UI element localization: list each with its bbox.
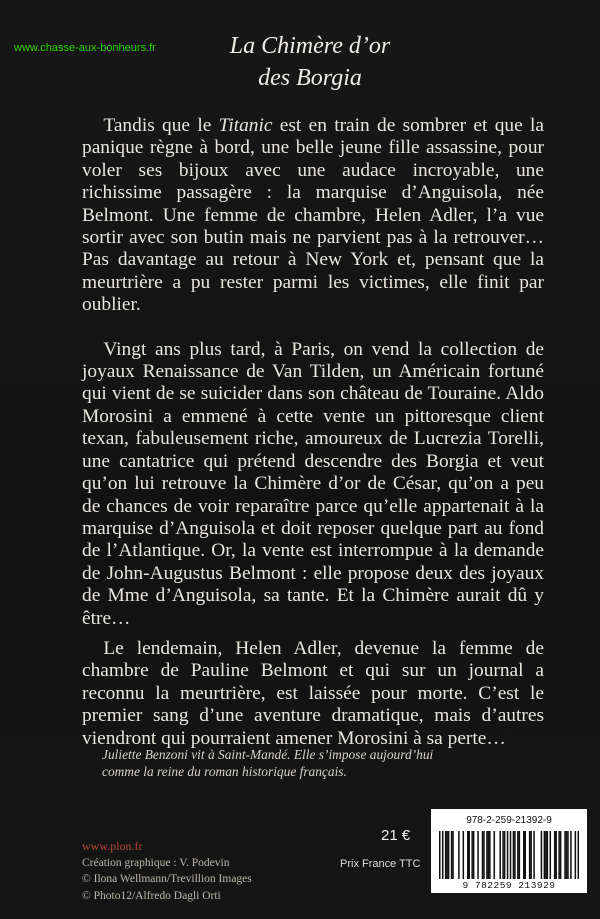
title-line-2: des Borgia [258,65,362,91]
barcode-bar [513,831,515,879]
barcode-bar [517,831,519,879]
barcode-bar [575,831,577,879]
barcode-bar [530,831,532,879]
barcode-bar [524,831,526,879]
barcode-bars [439,831,579,879]
barcode-bar [510,831,512,879]
barcode-bar [445,831,447,879]
synopsis-paragraph-3: Le lendemain, Helen Adler, devenue la femme de chambre de Pauline Belmont et qui sur un journal a reconnu la meurtrière, est laissée pour morte. C’est le premier sang d’une aventure dramatique, mais d’autres viendront qui pourraient amener Morosini à sa perte… [82,637,544,749]
barcode-bar [541,831,543,879]
p1-rest: est en train de sombrer et que la panique règne à bord, une belle jeune fille assassine, pour voler ses bijoux avec une audace incroyable, une richissime passagère : la marquise d’Anguisola, née Belmont. Une femme de chambre, Helen Adler, l’a vue sortir avec son butin mais ne parvient pas à la retrouver… Pas davantage au retour à New York et, pensant que la meurtrière a pu rester parmi les victimes, elle finit par oublier. [82,115,544,316]
title-line-1: La Chimère d’or [229,33,391,59]
barcode-bar [564,831,566,879]
barcode-bar [567,831,569,879]
barcode-bar [578,831,579,879]
price: 21 € [381,827,411,844]
barcode-bar [555,831,557,879]
barcode-bar [471,831,473,879]
barcode-bar [494,831,496,879]
book-title [190,30,430,94]
barcode-bar [442,831,444,879]
barcode-bar [488,831,490,879]
barcode-bar [448,831,450,879]
synopsis-paragraph-2: Vingt ans plus tard, à Paris, on vend la collection de joyaux Renaissance de Van Tilden, un Américain fortuné qui vient de se suicider dans son château de Touraine. Aldo Morosini a emmené à cette vente un pittoresque client texan, fabuleusement riche, amoureux de Lucrezia Torelli, une cantatrice qui prétend descendre des Borgia et veut qu’on lui retrouve la Chimère d’or de César, qu’on a peu de chances de voir reparaître parce qu’elle appartenait à la marquise d’Anguisola et doit reposer quelque part au fond de l’Atlantique. Or, la vente est interrompue à la demande de John-Augustus Belmont : elle propose deux des joyaux de Mme d’Anguisola, sa tante. Et la Chimère aurait dû y être… [82,338,544,629]
barcode-bar [566,831,568,879]
barcode-bar [547,831,549,879]
barcode-bar [519,831,521,879]
ship-name: Titanic [218,115,273,136]
isbn: 978-2-259-21392-9 [466,815,552,826]
barcode-bar [482,831,484,879]
barcode-bar [463,831,465,879]
barcode-bar [523,831,525,879]
author-note-line-2: comme la reine du roman historique français. [102,764,347,779]
barcode-bar [451,831,453,879]
barcode-bar [458,831,460,879]
barcode-bar [467,831,469,879]
barcode-bar [499,831,501,879]
barcode-bar [439,831,441,879]
barcode-bar [477,831,479,879]
barcode-bar [468,831,470,879]
credits [82,838,252,904]
barcode-bar [486,831,488,879]
barcode-bar [560,831,562,879]
barcode-bar [554,831,556,879]
barcode-bar [529,831,531,879]
barcode-bar [504,831,506,879]
barcode-bar [533,831,535,879]
barcode-bar [550,831,552,879]
barcode-bar [544,831,546,879]
barcode-bar [514,831,516,879]
barcode-bar [507,831,509,879]
price-label: Prix France TTC [340,858,421,870]
barcode-digits: 9 782259 213929 [462,880,556,891]
barcode-bar [452,831,454,879]
author-note [100,746,550,780]
author-note-line-1: Juliette Benzoni vit à Saint-Mandé. Elle s’impose aujourd’hui [102,747,434,762]
barcode [431,809,587,893]
credit-photo-2: © Photo12/Alfredo Dagli Orti [82,889,221,902]
p1-start: Tandis que le [103,115,219,136]
synopsis-paragraph-1 [82,115,544,317]
barcode-bar [446,831,448,879]
barcode-bar [545,831,547,879]
watermark-link[interactable]: www.chasse-aux-bonheurs.fr [14,42,156,54]
barcode-bar [558,831,560,879]
synopsis [82,115,544,750]
barcode-bar [473,831,475,879]
credit-photo-1: © Ilona Wellmann/Trevillion Images [82,873,252,885]
barcode-bar [502,831,504,879]
barcode-bar [483,831,485,879]
barcode-bar [489,831,491,879]
credit-design: Création graphique : V. Podevin [82,856,230,869]
barcode-bar [570,831,572,879]
publisher-url[interactable]: www.plon.fr [82,839,143,853]
